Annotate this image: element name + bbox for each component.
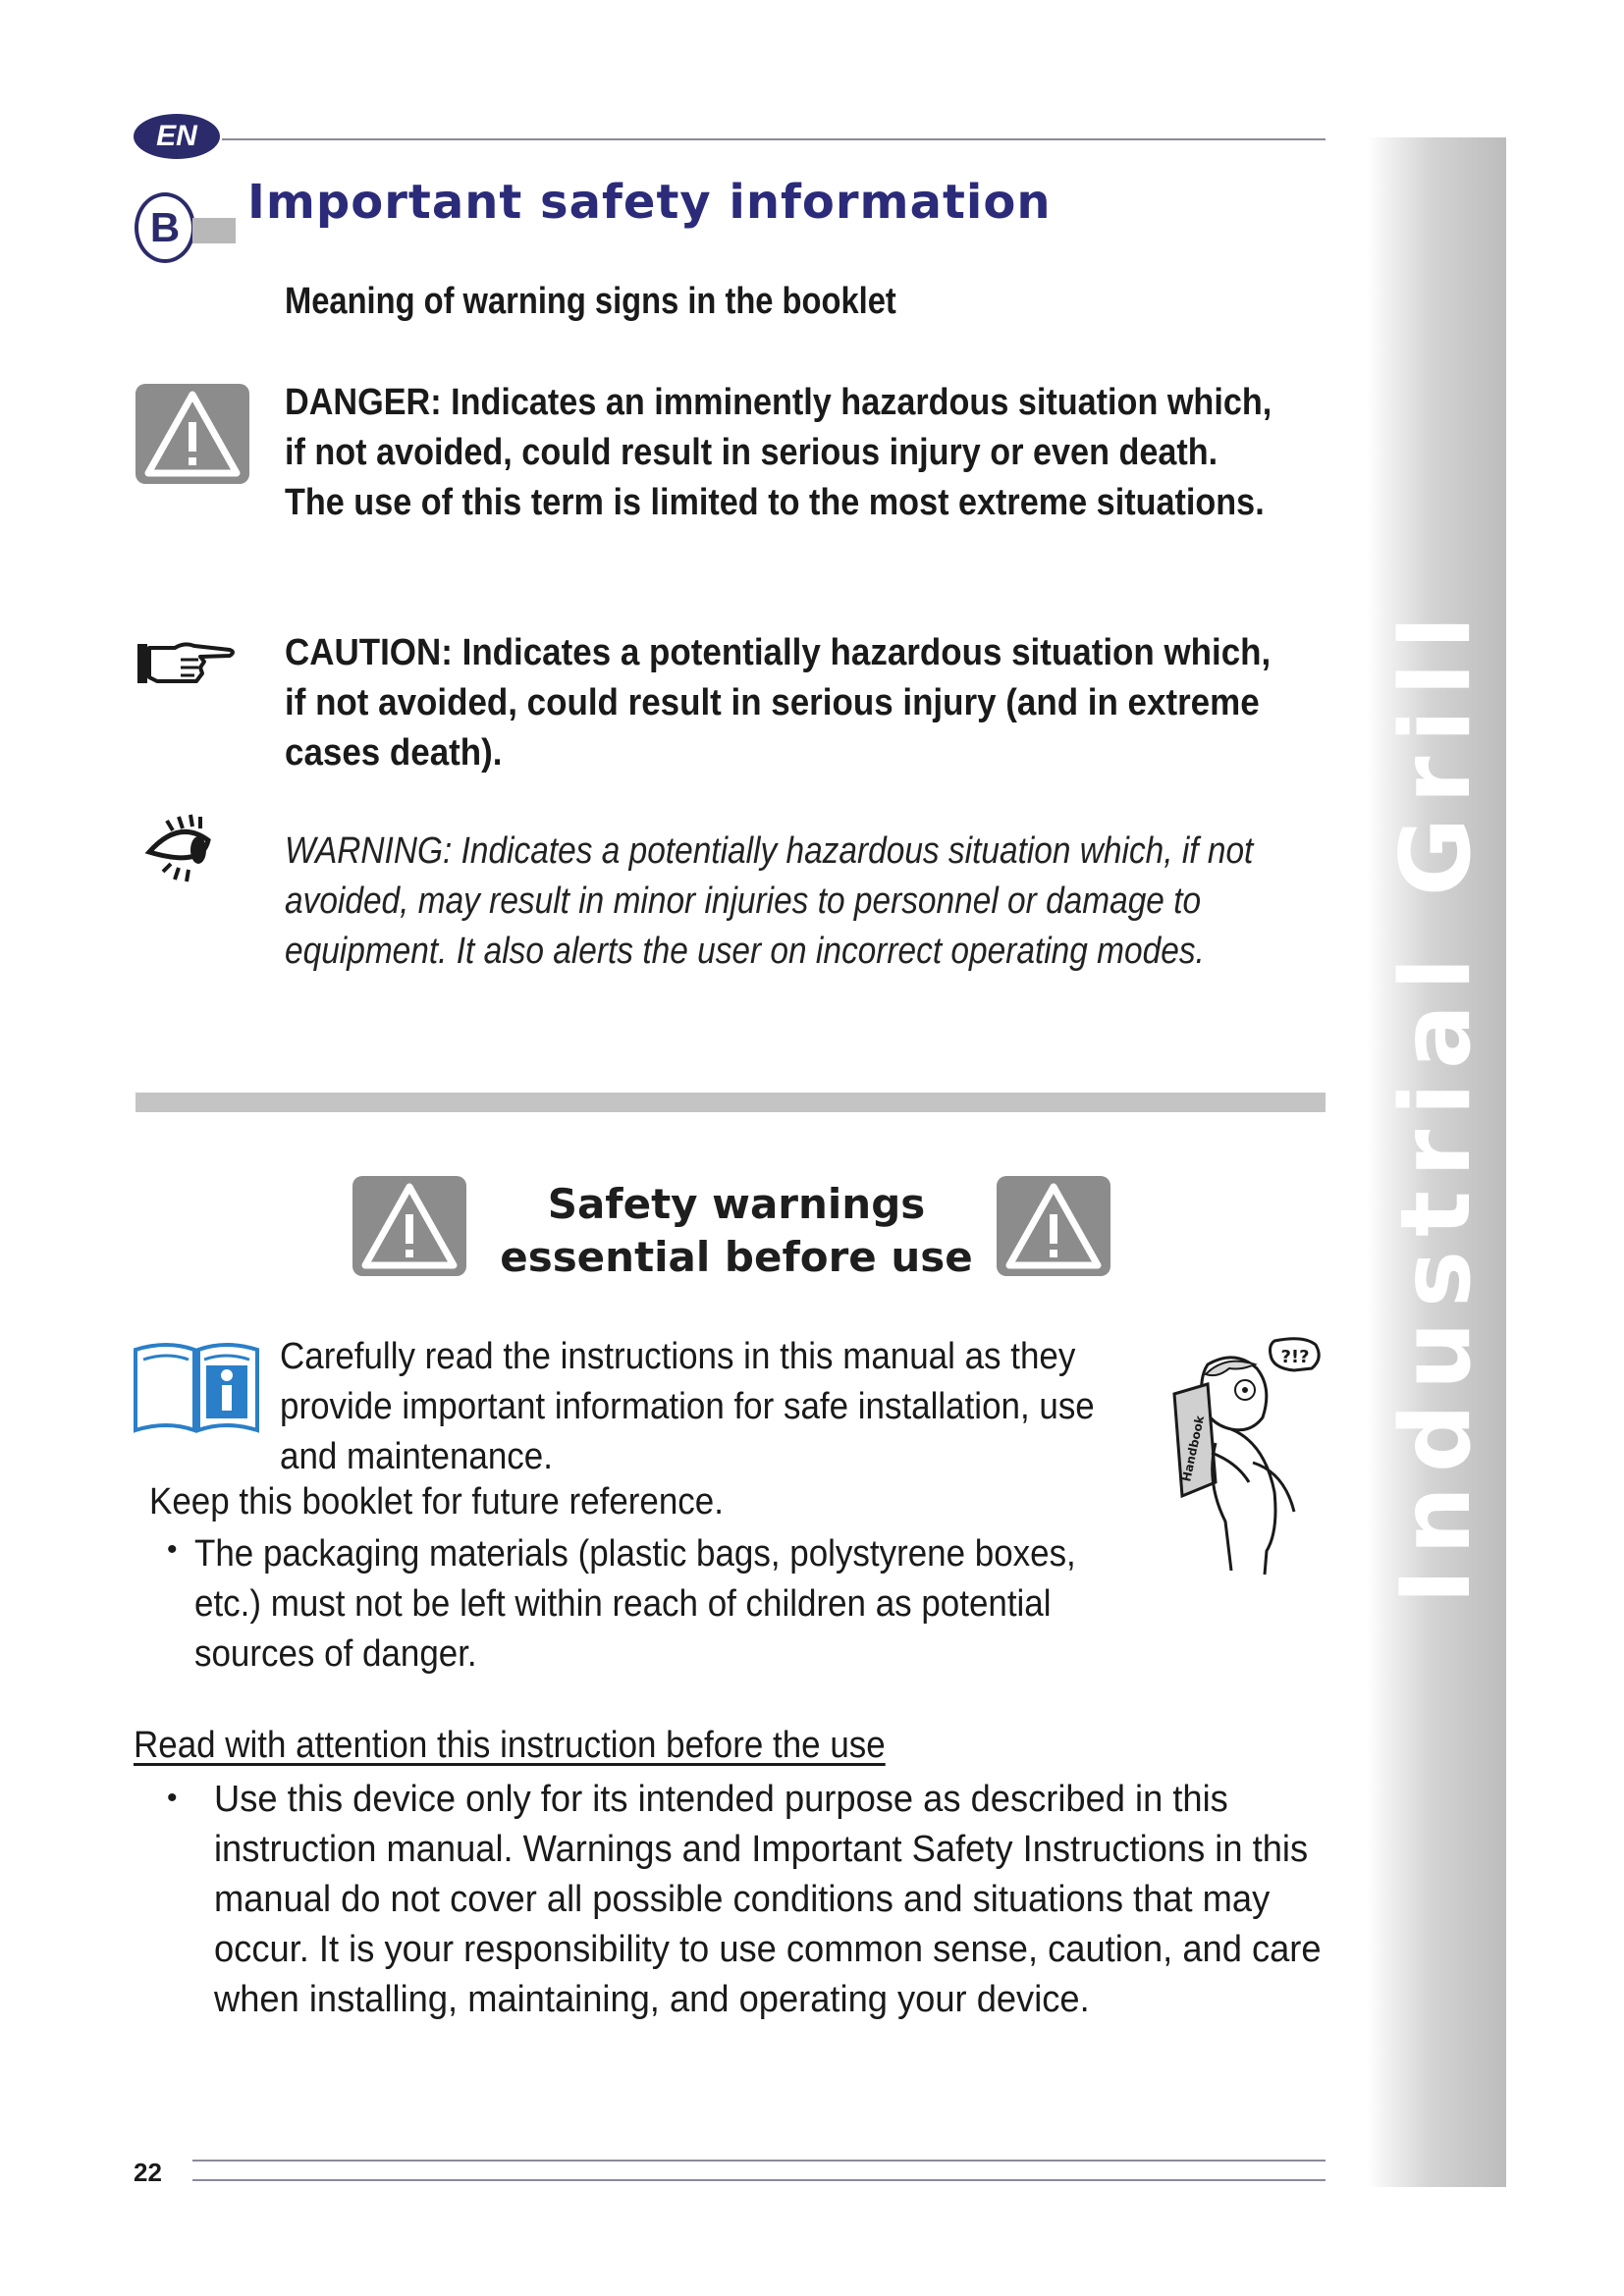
booklet-label-text: Handbook bbox=[1179, 1414, 1208, 1483]
danger-text: DANGER: Indicates an imminently hazardous situation which, if not avoided, could result in serious injury or even death. The use of this term is limited to the most extreme situations. bbox=[285, 382, 1272, 523]
speech-bubble-text: ?!? bbox=[1280, 1347, 1310, 1367]
language-badge: EN bbox=[134, 114, 220, 159]
footer-rule bbox=[192, 2160, 1326, 2162]
intended-use-text: Use this device only for its intended purpose as described in this instruction manual. Warnings and Important Safety Instructions in this manual do not cover all possible conditions and situations that may occur. It is your responsibility to use common sense, caution, and care when installing, maintaining, and operating your device. bbox=[214, 1779, 1322, 2020]
page-number: 22 bbox=[134, 2158, 162, 2187]
caution-text: CAUTION: Indicates a potentially hazardous situation which, if not avoided, could result in serious injury (and in extreme cases death). bbox=[285, 632, 1272, 774]
bullet: • bbox=[167, 1533, 178, 1566]
safety-warnings-title-line2: essential before use bbox=[500, 1233, 973, 1281]
page-title: Important safety information bbox=[247, 175, 1052, 230]
footer-rule bbox=[192, 2179, 1326, 2181]
pointing-hand-icon bbox=[135, 638, 238, 689]
warning-triangle-icon bbox=[352, 1175, 467, 1277]
signs-heading: Meaning of warning signs in the booklet bbox=[285, 281, 896, 322]
reader-illustration bbox=[1147, 1335, 1326, 1576]
safety-warnings-title-line1: Safety warnings bbox=[547, 1180, 926, 1228]
warning-triangle-icon bbox=[996, 1175, 1111, 1277]
info-manual-icon bbox=[132, 1340, 261, 1436]
section-bar bbox=[192, 218, 236, 243]
read-attention-heading: Read with attention this instruction before the use bbox=[134, 1725, 886, 1766]
keep-booklet-text: Keep this booklet for future reference. bbox=[149, 1481, 724, 1522]
section-letter: B bbox=[135, 192, 195, 263]
bullet: • bbox=[167, 1782, 178, 1814]
danger-warning-icon bbox=[135, 383, 250, 485]
section-divider bbox=[135, 1093, 1326, 1112]
read-instructions-text: Carefully read the instructions in this manual as they provide important information for safe installation, use and maintenance. bbox=[280, 1336, 1095, 1477]
packaging-warning-text: The packaging materials (plastic bags, polystyrene boxes, etc.) must not be left within reach of children as potential sources of danger. bbox=[194, 1533, 1076, 1675]
header-rule bbox=[222, 138, 1326, 140]
warning-text: WARNING: Indicates a potentially hazardous situation which, if not avoided, may result in minor injuries to personnel or damage to equipment. It also alerts the user on incorrect operating modes. bbox=[285, 830, 1254, 972]
safety-warnings-title bbox=[461, 1178, 1011, 1284]
eye-icon bbox=[143, 811, 220, 893]
